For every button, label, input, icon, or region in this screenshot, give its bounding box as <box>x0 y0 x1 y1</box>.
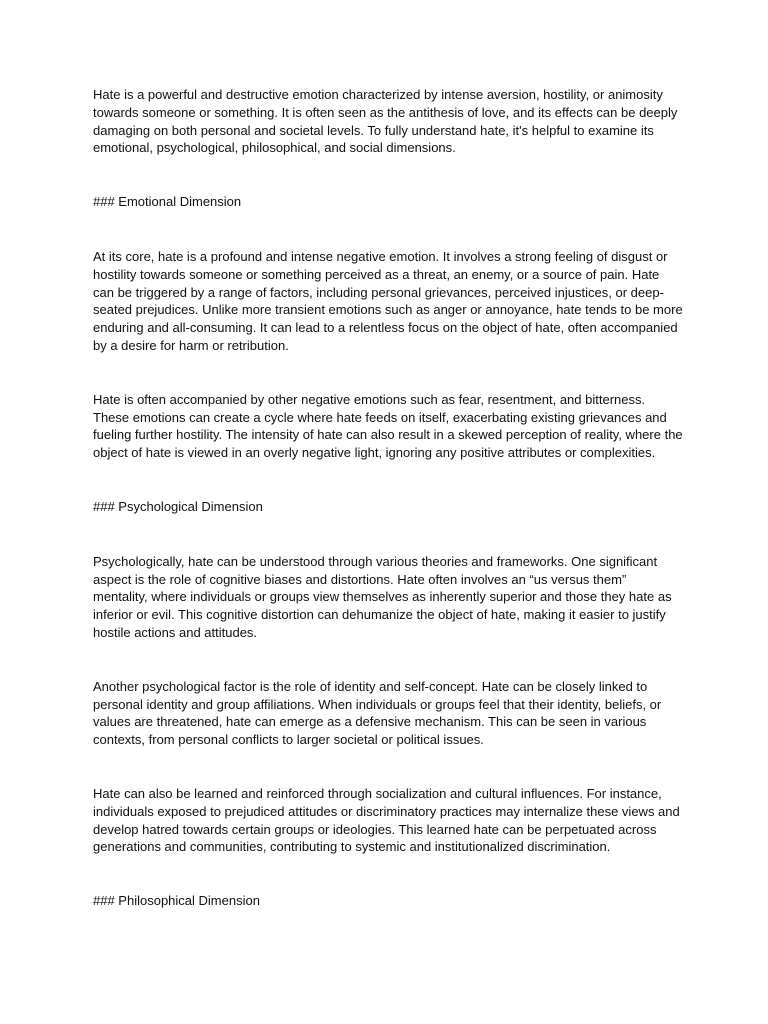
psychological-paragraph-3: Hate can also be learned and reinforced through socialization and cultural influences. For instance, individuals exposed to prejudiced attitudes or discriminatory practices may internalize these views and develop hatred towards certain groups or ideologies. This learned hate can be perpetuated across generations and communities, contributing to systemic and institutionalized discrimination. <box>93 785 680 855</box>
section-heading-philosophical: ### Philosophical Dimension <box>93 893 260 909</box>
psychological-paragraph-2: Another psychological factor is the role of identity and self-concept. Hate can be closely linked to personal identity and group affiliations. When individuals or groups feel that their identity, beliefs, or values are threatened, hate can emerge as a defensive mechanism. This can be seen in various contexts, from personal conflicts to larger societal or political issues. <box>93 678 662 748</box>
document-body <box>93 86 683 947</box>
section-heading-psychological: ### Psychological Dimension <box>93 498 263 514</box>
emotional-paragraph-1: At its core, hate is a profound and intense negative emotion. It involves a strong feeling of disgust or hostility towards someone or something perceived as a threat, an enemy, or a source of pain. Hate can be triggered by a range of factors, including personal grievances, perceived injustices, or deep-seated prejudices. Unlike more transient emotions such as anger or annoyance, hate tends to be more enduring and all-consuming. It can lead to a relentless focus on the object of hate, often accompanied by a desire for harm or retribution. <box>93 248 683 353</box>
section-heading-emotional: ### Emotional Dimension <box>93 194 242 210</box>
intro-paragraph: Hate is a powerful and destructive emotion characterized by intense aversion, hostility, or animosity towards someone or something. It is often seen as the antithesis of love, and its effects can be deeply damaging on both personal and societal levels. To fully understand hate, it's helpful to examine its emotional, psychological, philosophical, and social dimensions. <box>93 87 678 156</box>
emotional-paragraph-2: Hate is often accompanied by other negative emotions such as fear, resentment, and bitterness. These emotions can create a cycle where hate feeds on itself, exacerbating existing grievances and fueling further hostility. The intensity of hate can also result in a skewed perception of reality, where the object of hate is viewed in an overly negative light, ignoring any positive attributes or complexities. <box>93 391 683 461</box>
psychological-paragraph-1: Psychologically, hate can be understood through various theories and frameworks. One significant aspect is the role of cognitive biases and distortions. Hate often involves an “us versus them” mentality, where individuals or groups view themselves as inherently superior and those they hate as inferior or evil. This cognitive distortion can dehumanize the object of hate, making it easier to justify hostile actions and attitudes. <box>93 553 672 640</box>
